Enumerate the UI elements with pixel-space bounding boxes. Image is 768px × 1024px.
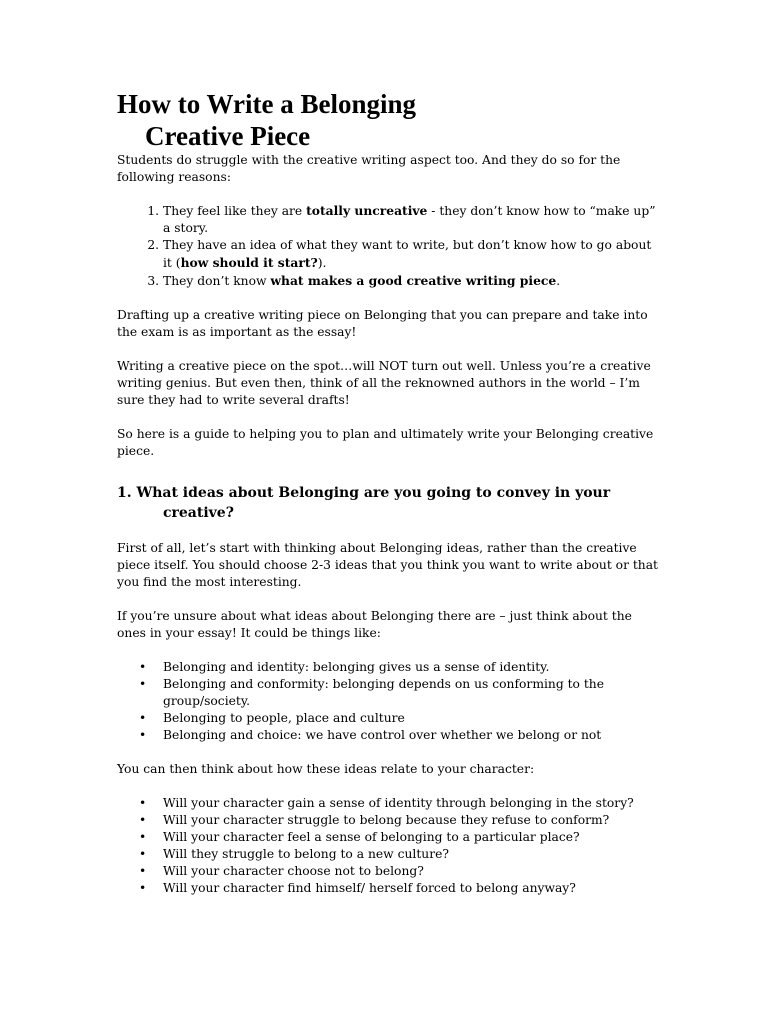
idea-item: • Belonging and conformity: belonging depends on us conforming to the group/society.: [163, 676, 662, 710]
question-item: • Will your character find himself/ herself forced to belong anyway?: [163, 880, 662, 897]
ideas-list: [117, 659, 662, 744]
reason-text: - they don’t know how to “make up” a story.: [163, 204, 656, 235]
reason-item: [163, 237, 662, 272]
title-line-1: How to Write a Belonging: [117, 89, 417, 119]
body-paragraph: Drafting up a creative writing piece on Belonging that you can prepare and take into the exam is as important as the essay!: [117, 308, 648, 339]
body-paragraph: You can then think about how these ideas relate to your character:: [117, 762, 535, 776]
reason-text: They feel like they are: [163, 204, 307, 218]
body-paragraph: First of all, let’s start with thinking about Belonging ideas, rather than the creative piece itself. You should choose 2-3 ideas that you think you want to write about or that you find the most interesting.: [117, 541, 659, 589]
question-item: • Will your character feel a sense of belonging to a particular place?: [163, 829, 662, 846]
intro-paragraph: Students do struggle with the creative writing aspect too. And they do so for the following reasons:: [117, 153, 621, 184]
question-item: • Will your character gain a sense of identity through belonging in the story?: [163, 795, 662, 812]
question-item: • Will your character choose not to belong?: [163, 863, 662, 880]
body-paragraph: Writing a creative piece on the spot…will NOT turn out well. Unless you’re a creative writing genius. But even then, think of all the reknowned authors in the world – I’m sure they had to write several drafts!: [117, 359, 651, 407]
reason-item: [163, 202, 662, 237]
reason-emphasis: what makes a good creative writing piece: [270, 273, 557, 288]
questions-list: [117, 795, 662, 897]
body-paragraph: If you’re unsure about what ideas about Belonging there are – just think about the ones in your essay! It could be things like:: [117, 609, 632, 640]
question-item: • Will they struggle to belong to a new culture?: [163, 846, 662, 863]
idea-item: • Belonging and identity: belonging gives us a sense of identity.: [163, 659, 662, 676]
reason-emphasis: totally uncreative: [306, 203, 428, 218]
reason-text: ).: [317, 256, 327, 270]
reason-text: They have an idea of what they want to write, but don’t know how to go about it (: [163, 238, 652, 270]
idea-item: • Belonging and choice: we have control over whether we belong or not: [163, 727, 662, 744]
reason-emphasis: how should it start?: [180, 255, 318, 270]
question-item: • Will your character struggle to belong because they refuse to conform?: [163, 812, 662, 829]
body-paragraph: So here is a guide to helping you to plan and ultimately write your Belonging creative piece.: [117, 427, 654, 458]
reasons-list: [117, 202, 662, 290]
document-page: [117, 88, 662, 897]
title-line-2: Creative Piece: [145, 121, 311, 151]
reason-text: .: [556, 274, 561, 288]
reason-item: [163, 272, 662, 290]
section-heading: [117, 483, 662, 523]
section-heading-line-2: creative?: [163, 505, 234, 521]
section-heading-line-1: 1. What ideas about Belonging are you going to convey in your: [117, 485, 611, 501]
reason-text: They don’t know: [163, 274, 271, 288]
idea-item: • Belonging to people, place and culture: [163, 710, 662, 727]
document-title: [117, 88, 662, 152]
